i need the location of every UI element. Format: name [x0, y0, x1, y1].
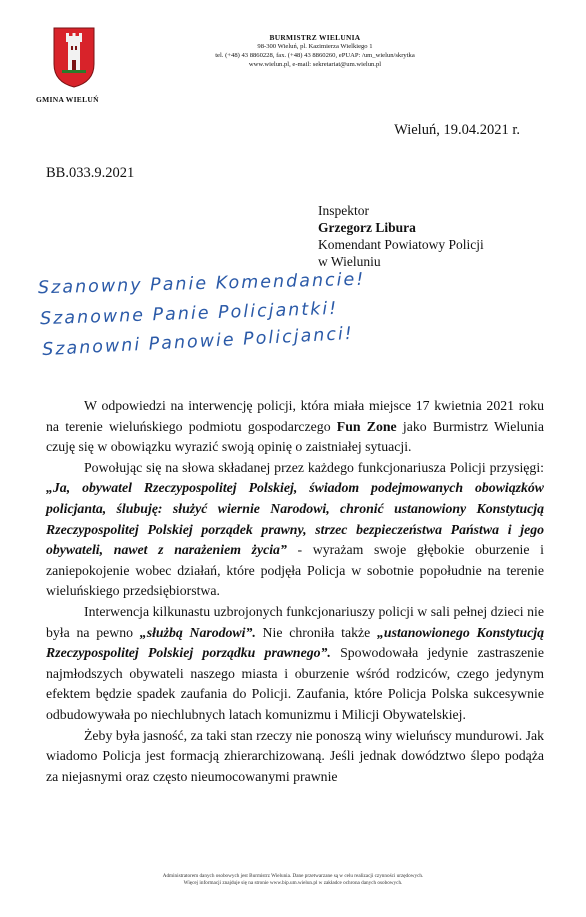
footer-line-2: Więcej informacji znajduje się na stronie www.bip.um.wielun.pl w zakładce ochrona danych osobowych. — [183, 880, 403, 886]
p3-quote-2: „ustanowionego Konstytucją Rzeczypospolitej Polskiej porządku prawnego”. — [46, 624, 544, 661]
salutation-line-3: Szanowni Panowie Policjanci! — [41, 323, 355, 361]
town-crest-icon — [52, 26, 96, 88]
letter-body — [46, 396, 544, 787]
recipient-role: Komendant Powiatowy Policji — [318, 237, 484, 252]
letterhead-phone: tel. (+48) 43 8860228, fax. (+48) 43 8860260, ePUAP: /um_wielun/skrytka — [215, 52, 415, 59]
p3-quote-1: „służbą Narodowi”. — [139, 624, 256, 640]
company-name: Fun Zone — [336, 418, 397, 434]
date-line: Wieluń, 19.04.2021 r. — [394, 122, 520, 138]
footer-line-1: Administratorem danych osobowych jest Burmistrz Wielunia. Dane przetwarzane są w celu realizacji czynności urzędowych. — [162, 873, 424, 879]
recipient-block — [318, 202, 484, 270]
paragraph-4: Żeby była jasność, za taki stan rzeczy nie ponoszą winy wieluńscy mundurowi. Jak wiadomo Policja jest formacją zhierarchizowaną. Jeśli jednak dowództwo ślepo podąża za niejasnymi oraz często nieumocowanymi prawnie — [46, 727, 544, 784]
p1-text-a: W odpowiedzi na interwencję policji, która miała miejsce 17 kwietnia 2021 roku na terenie wieluńskiego podmiotu gospodarczego — [46, 398, 544, 434]
footer — [0, 873, 586, 887]
recipient-place: w Wieluniu — [318, 254, 381, 269]
letterhead-header — [200, 33, 430, 69]
reference-number: BB.033.9.2021 — [46, 165, 135, 181]
paragraph-2 — [46, 458, 544, 602]
recipient-title: Inspektor — [318, 203, 369, 218]
paragraph-3 — [46, 602, 544, 726]
letterhead-title: BURMISTRZ WIELUNIA — [269, 33, 361, 42]
p3-text-e: Spowodowała jedynie zastraszenie najmłodszych obywateli naszego miasta i oburzenie wśród rodziców, czego jedynym efektem będzie spadek zaufania do Policji. Zaufania, które Policja Polska sukcesywnie odbudowywała po niechlubnych latach komunizmu i Milicji Obywatelskiej. — [46, 645, 544, 722]
handwritten-salutation — [38, 270, 558, 368]
paragraph-1 — [46, 396, 544, 458]
letterhead-address: 98-300 Wieluń, pl. Kazimierza Wielkiego 1 — [257, 43, 373, 50]
gmina-label: GMINA WIELUŃ — [36, 95, 99, 104]
recipient-name: Grzegorz Libura — [318, 220, 416, 235]
p2-text-a: Powołując się na słowa składanej przez każdego funkcjonariusza Policji przysięgi: — [84, 459, 544, 475]
oath-quote: „Ja, obywatel Rzeczypospolitej Polskiej, świadom podejmowanych obowiązków policjanta, ślubuję: służyć wiernie Narodowi, chronić ustanowiony Konstytucją Rzeczypospolitej Polskiej porządek prawny, strzec bezpieczeństwa Państwa i jego obywateli, nawet z narażeniem życia” — [46, 480, 544, 558]
p2-text-c: - wyrażam swoje głębokie oburzenie i zaniepokojenie wobec działań, które podjęła Policja w sobotnie popołudnie na terenie wieluńskiego przedsiębiorstwa. — [46, 542, 544, 599]
salutation-line-1: Szanowny Panie Komendancie! — [37, 269, 366, 299]
p3-text-a: Interwencja kilkunastu uzbrojonych funkcjonariuszy policji w sali pełnej dzieci nie była na pewno — [46, 603, 544, 640]
p3-text-c: Nie chroniła także — [255, 624, 378, 640]
letterhead-web: www.wielun.pl, e-mail: sekretariat@um.wielun.pl — [248, 61, 382, 68]
salutation-line-2: Szanowne Panie Policjantki! — [39, 298, 339, 330]
p1-text-c: jako Burmistrz Wielunia czuję się w obowiązku wyrazić swoją opinię o zaistniałej sytuacji. — [46, 418, 545, 455]
